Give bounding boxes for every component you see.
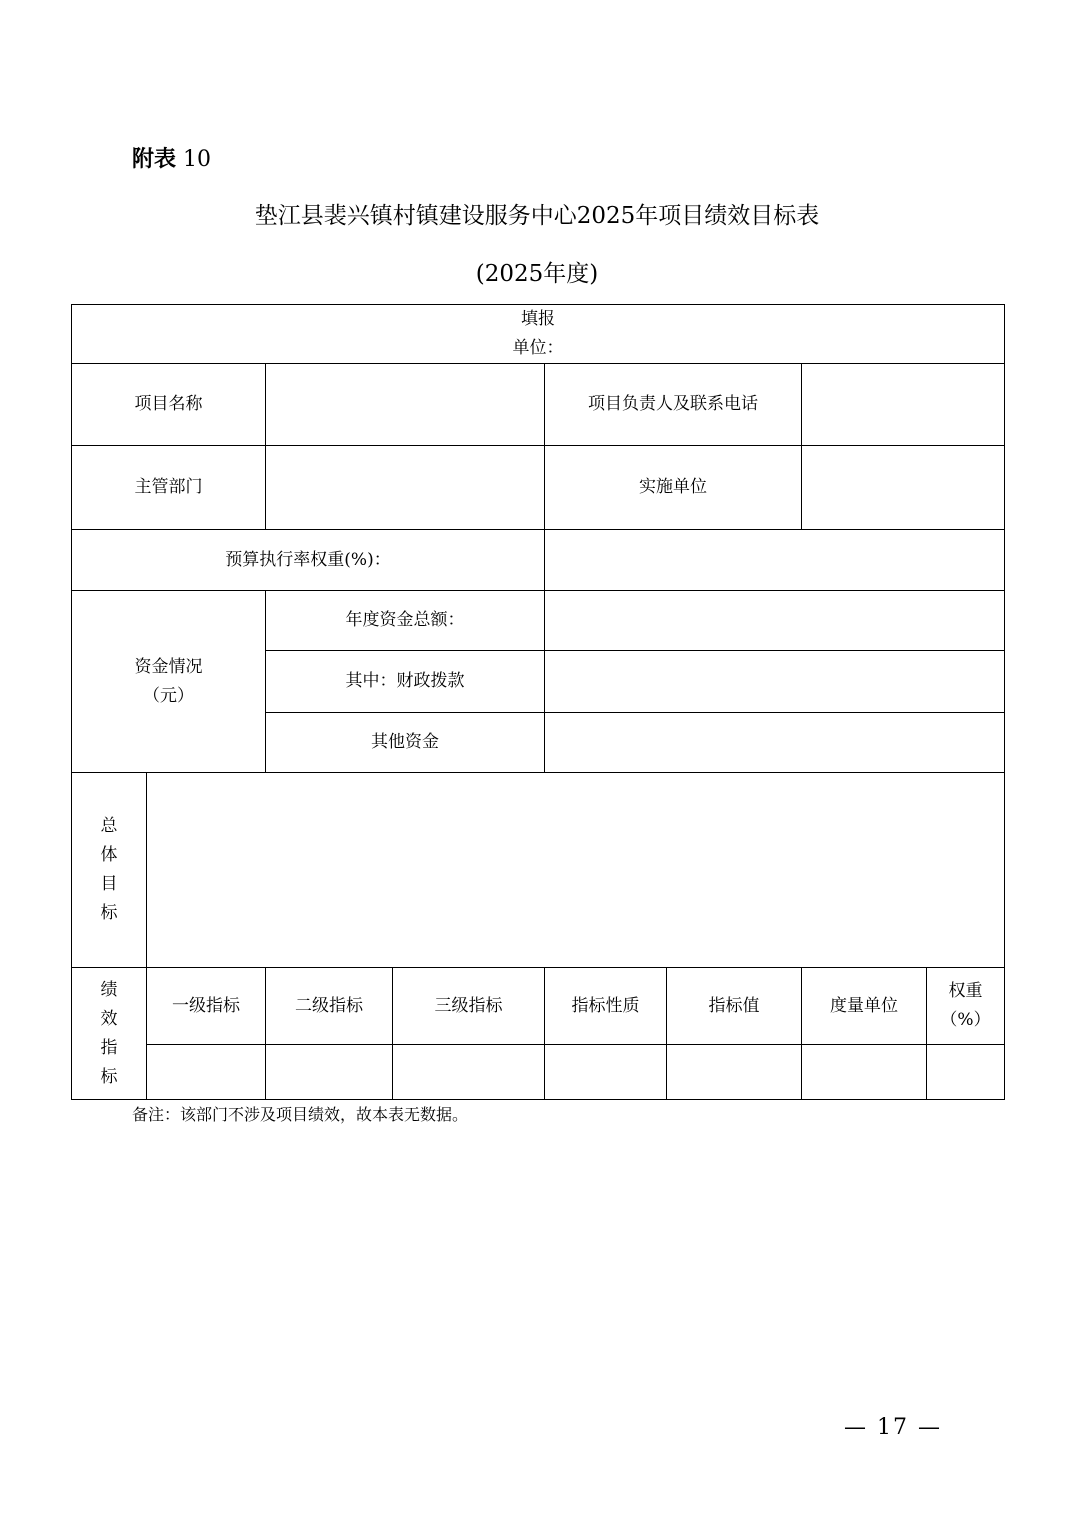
level2-indicator-header: 二级指标 (266, 968, 393, 1045)
overall-goal-char: 标 (100, 903, 118, 923)
overall-goal-char: 体 (100, 845, 118, 865)
other-funds-value (545, 713, 1005, 773)
overall-goal-char: 目 (100, 874, 118, 894)
weight-header (927, 968, 1005, 1045)
indicator-nature-header: 指标性质 (545, 968, 667, 1045)
project-name-label: 项目名称 (72, 364, 266, 446)
document-subtitle: (2025年度) (475, 261, 599, 287)
indicator-cell (545, 1045, 667, 1100)
fill-unit-label-line1: 填报 (521, 309, 555, 329)
level1-indicator-header: 一级指标 (147, 968, 266, 1045)
performance-target-table (71, 304, 1005, 1100)
project-name-row (72, 364, 1005, 446)
funds-label-line1: 资金情况 (134, 656, 203, 677)
fiscal-funds-value (545, 651, 1005, 713)
overall-goal-label (72, 773, 147, 968)
overall-goal-char: 总 (100, 816, 118, 836)
remark-note: 备注：该部门不涉及项目绩效，故本表无数据。 (132, 1105, 469, 1124)
indicator-cell (667, 1045, 802, 1100)
indicator-cell (266, 1045, 393, 1100)
indicator-data-row (72, 1045, 1005, 1100)
implementing-unit-value (802, 446, 1005, 530)
annex-label (132, 142, 211, 177)
indicator-value-header: 指标值 (667, 968, 802, 1045)
indicator-cell (147, 1045, 266, 1100)
fill-unit-label-line2: 单位： (512, 338, 564, 358)
department-row (72, 446, 1005, 530)
budget-weight-row (72, 530, 1005, 591)
indicator-char: 绩 (100, 979, 118, 1000)
page-number: — 17 — (844, 1415, 942, 1440)
supervising-dept-value (266, 446, 545, 530)
budget-weight-label: 预算执行率权重(%)： (72, 530, 545, 591)
project-contact-value (802, 364, 1005, 446)
indicator-header-row (72, 968, 1005, 1045)
funds-label-line2: （元） (143, 685, 194, 706)
fiscal-funds-label: 其中：财政拨款 (266, 651, 545, 713)
indicator-char: 效 (100, 1008, 118, 1029)
indicator-char: 指 (100, 1037, 118, 1058)
project-contact-label: 项目负责人及联系电话 (545, 364, 802, 446)
measure-unit-header: 度量单位 (802, 968, 927, 1045)
indicator-cell (802, 1045, 927, 1100)
other-funds-label: 其他资金 (266, 713, 545, 773)
implementing-unit-label: 实施单位 (545, 446, 802, 530)
fill-unit-row (72, 305, 1005, 364)
supervising-dept-label: 主管部门 (72, 446, 266, 530)
annual-total-row (72, 591, 1005, 651)
indicator-label (72, 968, 147, 1100)
level3-indicator-header: 三级指标 (393, 968, 545, 1045)
annex-number: 10 (183, 147, 212, 172)
document-title: 垫江县裴兴镇村镇建设服务中心2025年项目绩效目标表 (254, 203, 820, 229)
project-name-value (266, 364, 545, 446)
indicator-cell (927, 1045, 1005, 1100)
weight-header-line2: （%） (940, 1010, 991, 1030)
overall-goal-value (147, 773, 1005, 968)
overall-goal-row (72, 773, 1005, 968)
indicator-cell (393, 1045, 545, 1100)
annual-total-value (545, 591, 1005, 651)
indicator-char: 标 (100, 1066, 118, 1087)
annual-total-label: 年度资金总额： (266, 591, 545, 651)
annex-prefix: 附表 (132, 146, 177, 172)
funds-label (72, 591, 266, 773)
fill-unit-cell (72, 305, 1005, 364)
budget-weight-value (545, 530, 1005, 591)
weight-header-line1: 权重 (948, 981, 983, 1001)
